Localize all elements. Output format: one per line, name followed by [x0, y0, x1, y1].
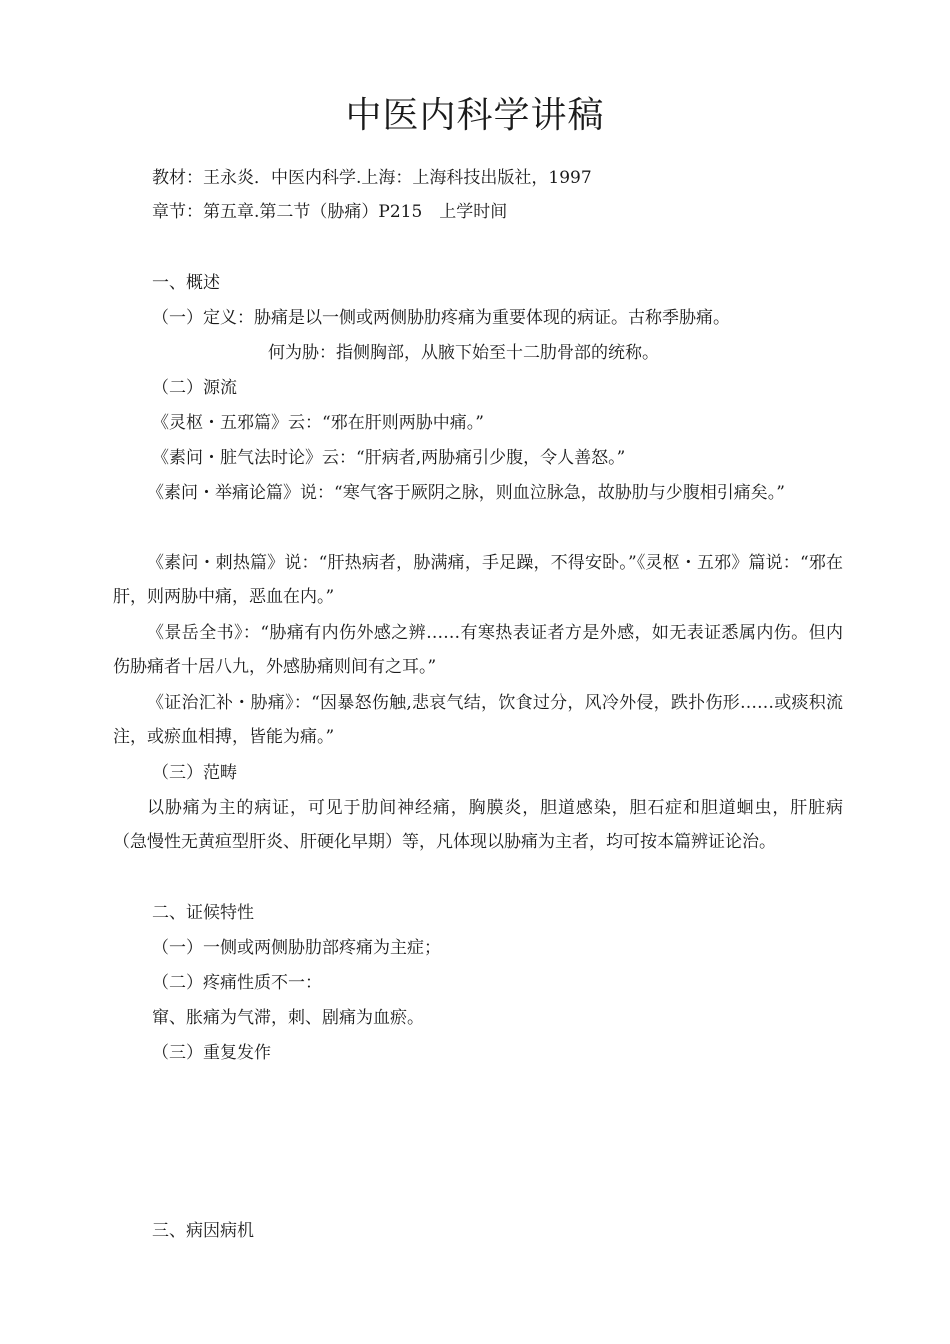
chapter-info: 章节：第五章.第二节（胁痛）P215 上学时间 — [152, 202, 508, 222]
feature-1: （一）一侧或两侧胁肋部疼痛为主症； — [152, 938, 441, 958]
quote-zhengzhi: 《证治汇补・胁痛》：“因暴怒伤触,悲哀气结，饮食过分，风冷外侵，跌扑伤形……或痰积流注，或瘀血相搏，皆能为痛。” — [113, 693, 843, 747]
definition-note: 何为胁：指侧胸部，从腋下始至十二肋骨部的统称。 — [268, 343, 659, 363]
quote-suwen-2: 《素问・举痛论篇》说：“寒气客于厥阴之脉，则血泣脉急，故胁肋与少腹相引痛矣。” — [147, 483, 785, 503]
feature-3: （三）重复发作 — [152, 1043, 271, 1063]
feature-2: （二）疼痛性质不一： — [152, 973, 322, 993]
quote-lingshu-1: 《灵枢・五邪篇》云：“邪在肝则两胁中痛。” — [152, 413, 484, 433]
definition-line: （一）定义：胁痛是以一侧或两侧胁肋疼痛为重要体现的病证。古称季胁痛。 — [152, 308, 730, 328]
section-2-heading: 二、证候特性 — [152, 903, 254, 923]
quote-suwen-1: 《素问・脏气法时论》云：“肝病者,两胁痛引少腹，令人善怒。” — [152, 448, 626, 468]
scope-heading: （三）范畴 — [152, 763, 237, 783]
origin-heading: （二）源流 — [152, 378, 237, 398]
quote-suwen-3: 《素问・刺热篇》说：“肝热病者，胁满痛，手足躁，不得安卧。”《灵枢・五邪》篇说：“邪在肝，则两胁中痛，恶血在内。” — [113, 553, 843, 607]
scope-paragraph: 以胁痛为主的病证，可见于肋间神经痛，胸膜炎，胆道感染，胆石症和胆道蛔虫，肝脏病（急慢性无黄疸型肝炎、肝硬化早期）等，凡体现以胁痛为主者，均可按本篇辨证论治。 — [113, 798, 843, 852]
section-3-heading: 三、病因病机 — [152, 1221, 254, 1241]
feature-2-detail: 窜、胀痛为气滞，刺、剧痛为血瘀。 — [152, 1008, 424, 1028]
textbook-info: 教材：王永炎．中医内科学.上海：上海科技出版社，1997 — [152, 168, 592, 188]
page-title: 中医内科学讲稿 — [345, 95, 605, 136]
quote-jingyue: 《景岳全书》：“胁痛有内伤外感之辨……有寒热表证者方是外感，如无表证悉属内伤。但内伤胁痛者十居八九，外感胁痛则间有之耳。” — [113, 623, 843, 677]
section-1-heading: 一、概述 — [152, 273, 220, 293]
